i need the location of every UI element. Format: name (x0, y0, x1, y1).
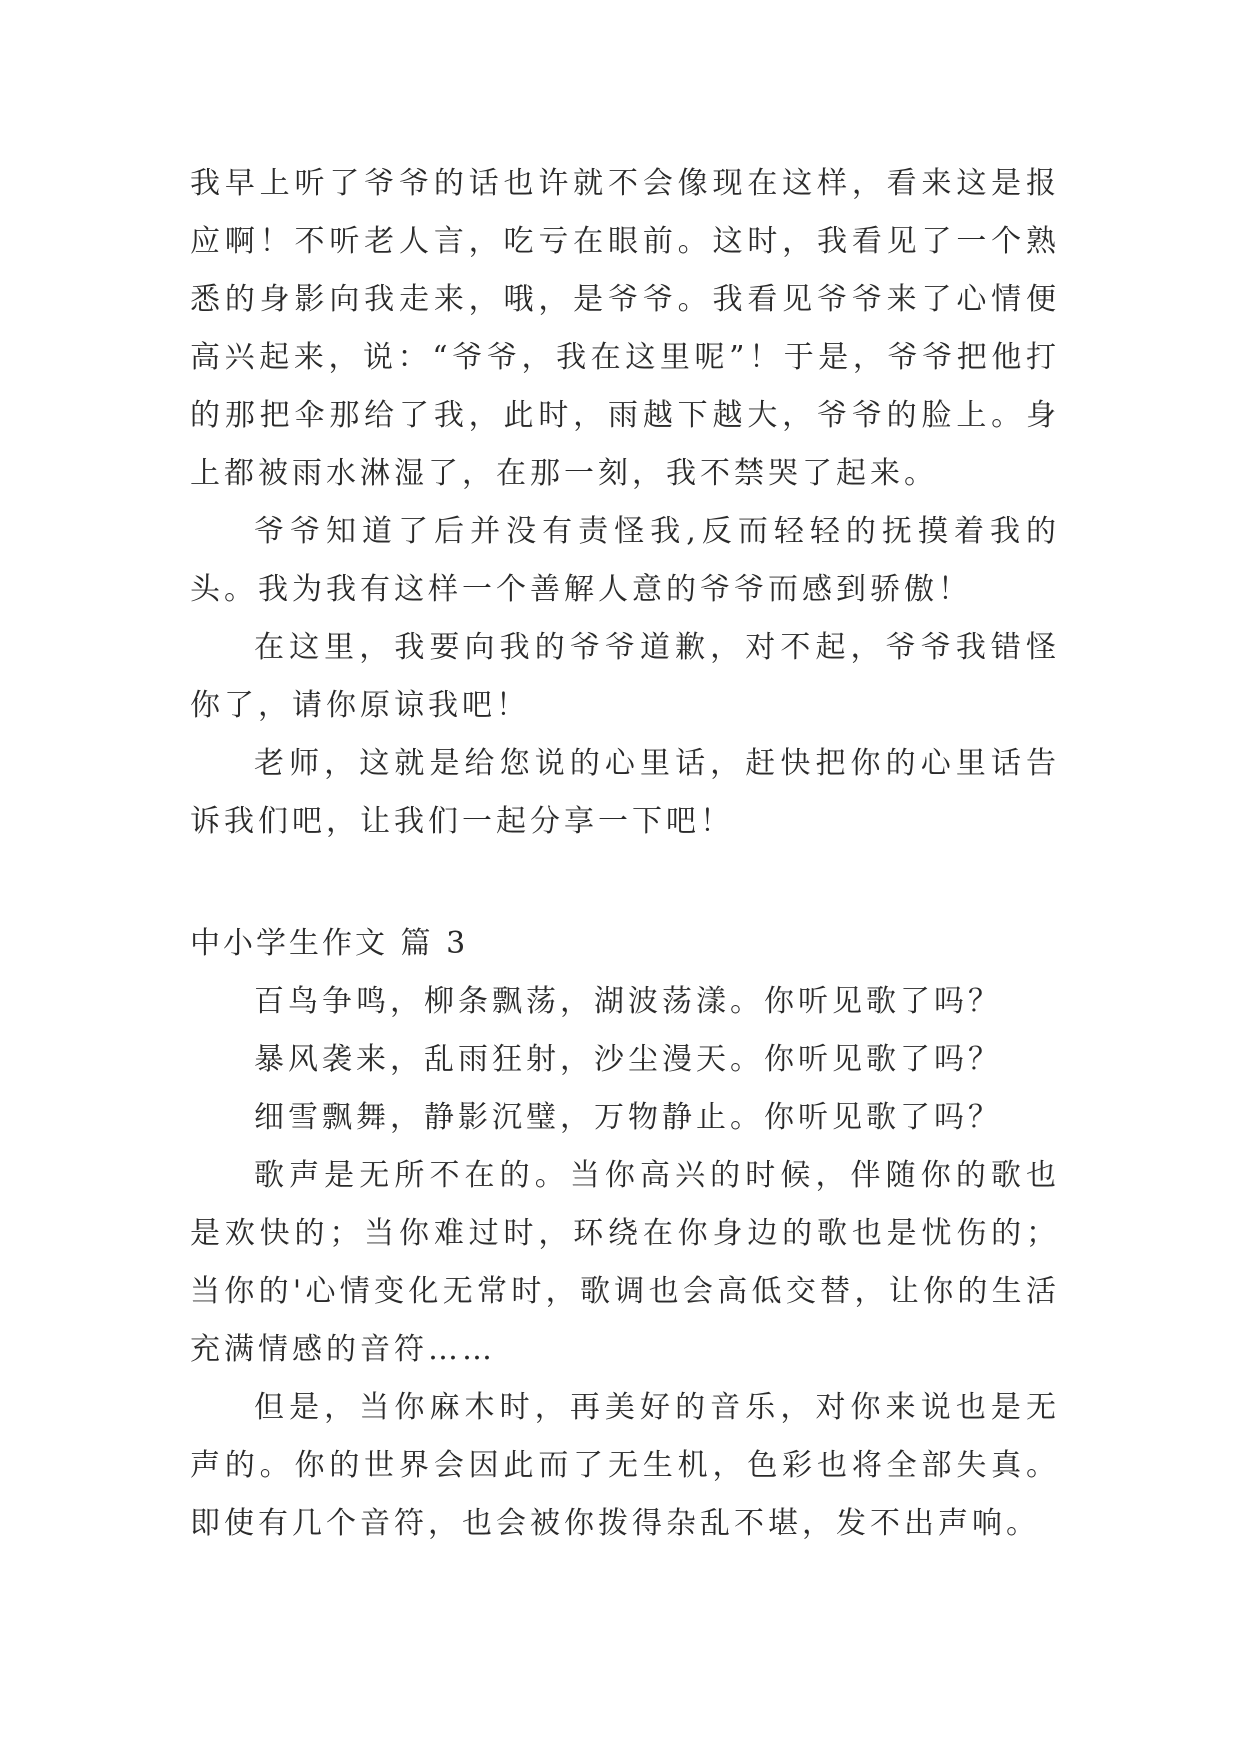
paragraph-story-continuation: 我早上听了爷爷的话也许就不会像现在这样，看来这是报应啊！不听老人言，吃亏在眼前。这时，我看见了一个熟悉的身影向我走来，哦，是爷爷。我看见爷爷来了心情便高兴起来，说：“爷爷，我在这里呢”！于是，爷爷把他打的那把伞那给了我，此时，雨越下越大，爷爷的脸上。身上都被雨水淋湿了，在那一刻，我不禁哭了起来。 (190, 166, 1060, 491)
paragraph-grandpa-forgives: 爷爷知道了后并没有责怪我,反而轻轻的抚摸着我的头。我为我有这样一个善解人意的爷爷而感到骄傲！ (190, 514, 1060, 607)
document-body (190, 155, 1060, 1553)
paragraph-numbness: 但是，当你麻木时，再美好的音乐，对你来说也是无声的。你的世界会因此而了无生机，色彩也将全部失真。即使有几个音符，也会被你拨得杂乱不堪，发不出声响。 (190, 1390, 1060, 1541)
paragraph-storm: 暴风袭来，乱雨狂射，沙尘漫天。你听见歌了吗？ (254, 1042, 1002, 1077)
section-title: 中小学生作文 篇 3 (190, 926, 469, 961)
paragraph-teacher-closing: 老师，这就是给您说的心里话，赶快把你的心里话告诉我们吧，让我们一起分享一下吧！ (190, 746, 1060, 839)
paragraph-birds-singing: 百鸟争鸣，柳条飘荡，湖波荡漾。你听见歌了吗？ (254, 984, 1002, 1019)
paragraph-snow: 细雪飘舞，静影沉璧，万物静止。你听见歌了吗？ (254, 1100, 1002, 1135)
paragraph-apology: 在这里，我要向我的爷爷道歉，对不起，爷爷我错怪你了，请你原谅我吧！ (190, 630, 1060, 723)
paragraph-songs-everywhere: 歌声是无所不在的。当你高兴的时候，伴随你的歌也是欢快的；当你难过时，环绕在你身边的歌也是忧伤的；当你的'心情变化无常时，歌调也会高低交替，让你的生活充满情感的音符…… (190, 1158, 1060, 1367)
